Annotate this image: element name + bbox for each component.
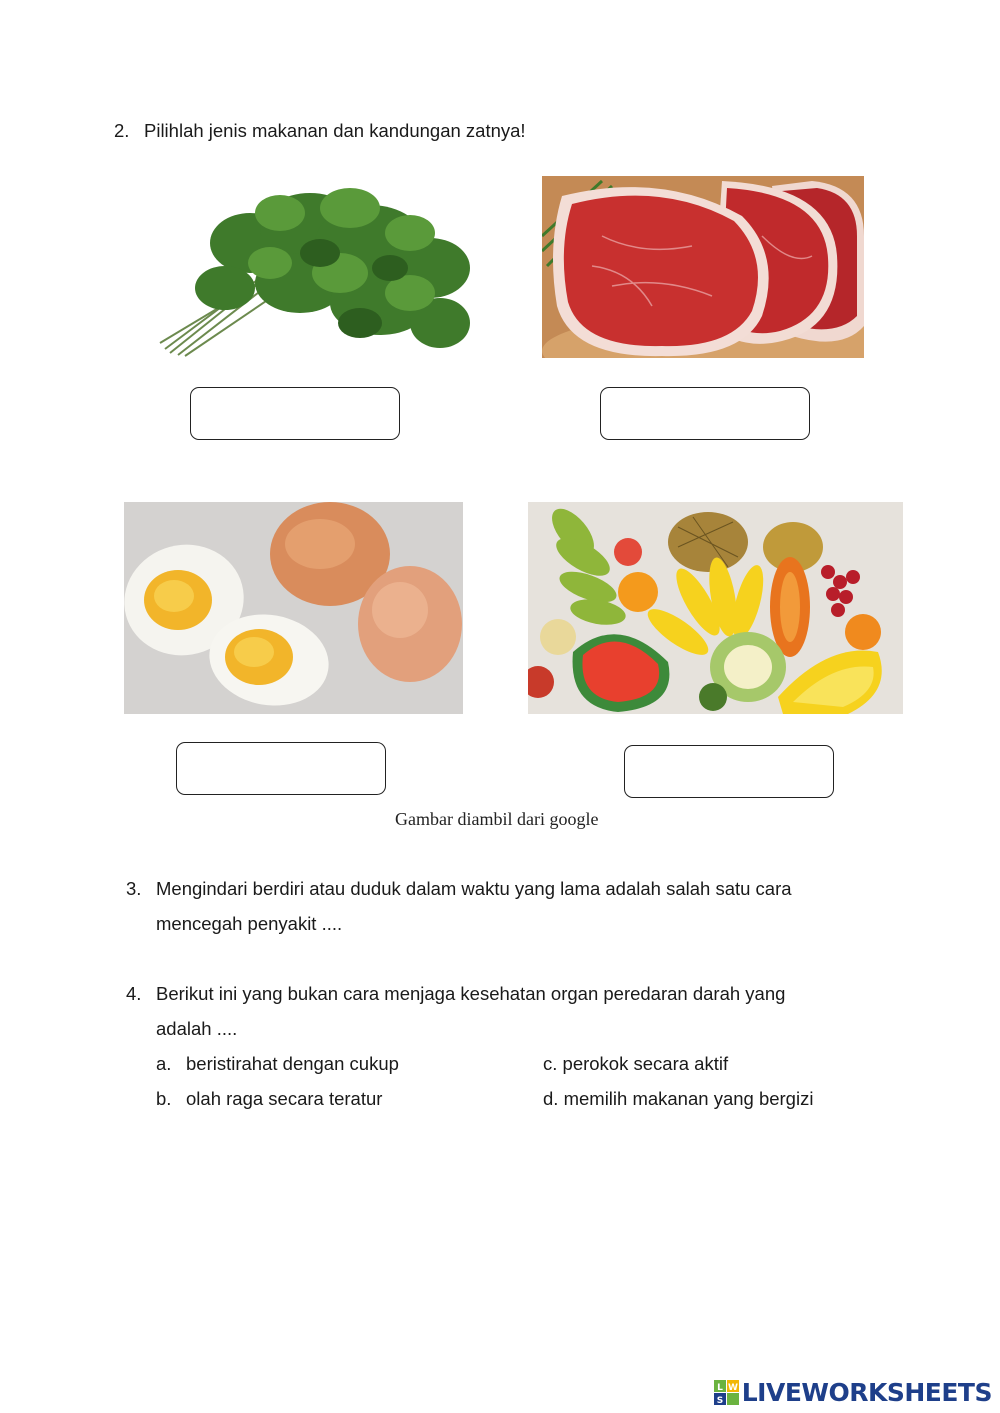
answer-input-meat[interactable] [601,388,813,441]
logo-letter-w: W [727,1382,738,1393]
question-2-text: Pilihlah jenis makanan dan kandungan zatnya! [144,120,526,141]
option-c-text: perokok secara aktif [562,1053,729,1074]
option-d-letter: d. [543,1088,559,1109]
answer-box-vegetables[interactable] [190,387,400,440]
meat-image [542,176,864,358]
question-4-line-1: Berikut ini yang bukan cara menjaga kesehatan organ peredaran darah yang [156,983,786,1004]
question-2 [114,113,526,148]
answer-input-eggs[interactable] [177,743,389,796]
answer-box-meat[interactable] [600,387,810,440]
answer-input-vegetables[interactable] [191,388,403,441]
red-meat-photo [542,176,864,358]
option-b[interactable] [156,1081,382,1116]
question-4-line-2: adalah .... [156,1018,238,1039]
option-c-letter: c. [543,1053,558,1074]
image-caption: Gambar diambil dari google [395,809,599,829]
question-3-line-1: Mengindari berdiri atau duduk dalam waktu yang lama adalah salah satu cara [156,878,792,899]
option-a[interactable] [156,1046,399,1081]
answer-input-fruits[interactable] [625,746,837,799]
option-b-text: olah raga secara teratur [186,1088,383,1109]
option-d[interactable] [543,1081,813,1116]
question-3-line-2: mencegah penyakit .... [156,913,343,934]
option-d-text: memilih makanan yang bergizi [563,1088,814,1109]
option-c[interactable] [543,1046,728,1081]
logo-letter-l: L [716,1382,723,1393]
question-2-number: 2. [114,120,130,141]
liveworksheets-logo-icon [714,1380,740,1406]
logo-letter-s: S [716,1395,723,1406]
logo-text: LIVEWORKSHEETS [741,1378,992,1407]
option-a-letter: a. [156,1053,172,1074]
leafy-greens-image [150,173,472,359]
option-a-text: beristirahat dengan cukup [186,1053,399,1074]
question-3 [126,871,792,941]
boiled-eggs-photo [124,502,463,714]
leafy-greens-photo [150,173,472,359]
question-4-number: 4. [126,983,142,1004]
answer-box-eggs[interactable] [176,742,386,795]
question-4 [126,976,785,1046]
question-3-number: 3. [126,878,142,899]
fruits-photo [528,502,903,714]
answer-box-fruits[interactable] [624,745,834,798]
eggs-image [124,502,463,714]
liveworksheets-logo [714,1378,992,1407]
fruits-image [528,502,903,714]
option-b-letter: b. [156,1088,172,1109]
